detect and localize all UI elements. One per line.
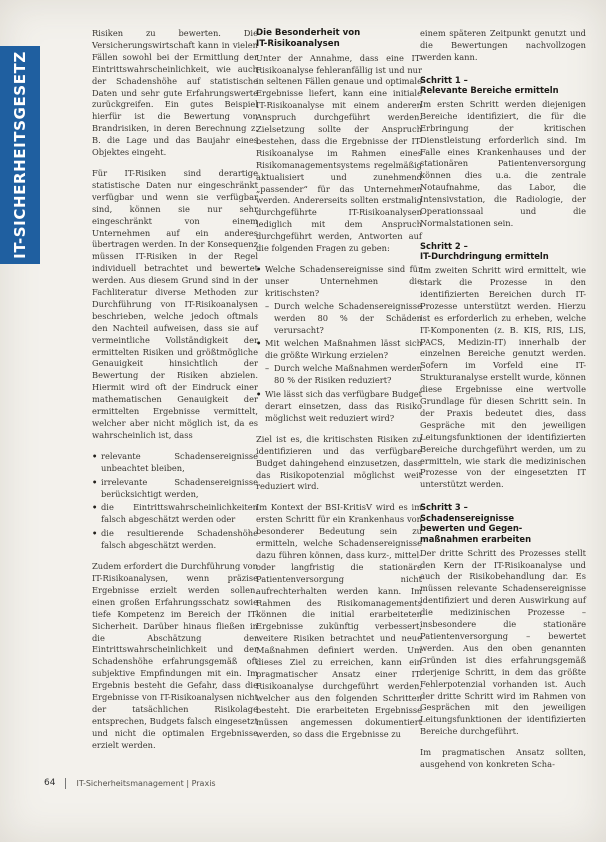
- question-text: Mit welchen Maßnahmen lässt sich die größte Wirkung erzielen?: [265, 338, 422, 361]
- col2-paragraph-1: Unter der Annahme, dass eine IT-Risikoanalyse fehleranfällig ist und nur in seltenen Fällen genaue und optimale Ergebnisse liefert, kann eine initiale IT-Risikoanalyse mit einem anderen Anspruch durchgeführt werden. Zielsetzung sollte der Anspruch bestehen, dass die Ergebnisse der IT-Risikoanalyse im Rahmen eines Risikomanagementsystems regelmäßig aktualisiert und zunehmend „passender“ für das Unternehmen werden. Andererseits sollten erstmalig durchgeführte IT-Risikoanalysen lediglich mit dem Anspruch durchgeführt werden, Antworten auf die folgenden Fragen zu geben:: [256, 52, 422, 254]
- step-3-title: Schritt 3 –: [420, 502, 468, 513]
- col1-bullet-item: • die resultierende Schadenshöhe falsch abgeschätzt werden.: [101, 528, 258, 552]
- text-column-2: [256, 28, 422, 749]
- col1-bullet-item: • irrelevante Schadensereignisse berücksichtigt werden,: [101, 477, 258, 501]
- text-column-3: [420, 28, 586, 780]
- step-1-heading: [420, 75, 586, 96]
- page-footer: [44, 776, 544, 790]
- section-side-tab: [0, 46, 40, 264]
- question-text: Welche Schadensereignisse sind für unser Unternehmen die kritischsten?: [265, 264, 422, 298]
- col1-bullet-list: [92, 451, 258, 552]
- step-1-subtitle: Relevante Bereiche ermitteln: [420, 85, 559, 96]
- page-number: 64: [44, 778, 56, 788]
- section-heading-line-2: IT-Risikoanalysen: [256, 38, 340, 49]
- step-3-subtitle-line-1: Schadensereignisse: [420, 512, 515, 523]
- question-list: [256, 264, 422, 425]
- col2-paragraph-3: Im Kontext der BSI-KritisV wird es im ersten Schritt für ein Krankenhaus von besonderer Bedeutung sein zu ermitteln, welche Schadensereignisse dazu führen können, dass kurz-, mittel- oder langfristig die stationäre Patientenversorgung nicht aufrechterhalten werden kann. Im Rahmen des Risikomanagements können die initial erarbeiteten Ergebnisse zukünftig verbessert, weitere Risiken betrachtet und neue Maßnahmen definiert werden. Um dieses Ziel zu erreichen, kann ein pragmatischer Ansatz einer IT-Risikoanalyse durchgeführt werden, welcher aus den folgenden Schritten besteht. Die erarbeiteten Ergebnisse müssen angemessen dokumentiert werden, so dass die Ergebnisse zu: [256, 502, 422, 739]
- publication-name: IT-Sicherheitsmanagement | Praxis: [76, 778, 216, 788]
- step-2-title: Schritt 2 –: [420, 240, 468, 251]
- sub-question-text: – Durch welche Schadensereignisse werden 80 % der Schäden verursacht?: [274, 301, 422, 337]
- step-1-title: Schritt 1 –: [420, 74, 468, 85]
- col1-paragraph-3: Zudem erfordert die Durchführung von IT-Risikoanalysen, wenn präzise Ergebnisse erzielt werden sollen, einen großen Erfahrungsschatz sowie tiefe Kompetenz im Bereich der IT-Sicherheit. Darüber hinaus fließen in die Abschätzung der Eintrittswahrscheinlichkeit und der Schadenshöhe erfahrungsgemäß oft subjektive Empfindungen mit ein. Im Ergebnis besteht die Gefahr, dass die Ergebnisse von IT-Risikoanalysen nicht der tatsächlichen Risikolage entsprechen, Budgets falsch eingesetzt und nicht die optimalen Ergebnisse erzielt werden.: [92, 561, 258, 750]
- footer-divider: [65, 778, 66, 789]
- sub-question-text: – Durch welche Maßnahmen werden 80 % der Risiken reduziert?: [274, 363, 422, 387]
- section-heading-line-1: Die Besonderheit von: [256, 28, 361, 38]
- question-text: Wie lässt sich das verfügbare Budget derart einsetzen, dass das Risiko möglichst weit reduziert wird?: [265, 389, 422, 423]
- step-2-heading: [420, 241, 586, 262]
- section-side-tab-label: IT-SICHERHEITSGESETZ: [11, 51, 29, 259]
- step-3-text: Der dritte Schritt des Prozesses stellt den Kern der IT-Risikoanalyse und auch der Risikobehandlung dar. Es müssen relevante Schadensereignisse identifiziert und deren Auswirkung auf die medizinischen Prozesse – insbesondere die stationäre Patientenversorgung – bewertet werden. Aus den oben genannten Gründen ist dies erfahrungsgemäß derjenige Schritt, in dem das größte Fehlerpotenzial vorhanden ist. Auch der dritte Schritt wird im Rahmen von Gesprächen mit den jeweiligen Leitungsfunktionen der identifizierten Bereiche durchgeführt.: [420, 547, 586, 737]
- col3-paragraph-0: einem späteren Zeitpunkt genutzt und die Bewertungen nachvollzogen werden kann.: [420, 28, 586, 62]
- step-2-subtitle: IT-Durchdringung ermitteln: [420, 251, 549, 262]
- question-item: [265, 338, 422, 387]
- step-3-subtitle-line-2: bewerten und Gegen-: [420, 523, 523, 534]
- sub-question-list: [265, 363, 422, 387]
- step-3-subtitle-line-3: maßnahmen erarbeiten: [420, 534, 532, 545]
- text-column-1: [92, 28, 258, 761]
- col1-paragraph-1: Risiken zu bewerten. Die Versicherungswirtschaft kann in vielen Fällen sowohl bei der Ermittlung der Eintrittswahrscheinlichkeit, wie auch der Schadenshöhe auf statistische Daten und sehr gute Erfahrungswerte zurückgreifen. Ein gutes Beispiel hierfür ist die Bewertung von Brandrisiken, in deren Berechnung z. B. die Lage und das Baujahr eines Objektes eingeht.: [92, 28, 258, 158]
- col1-bullet-item: • relevante Schadensereignisse unbeachtet bleiben,: [101, 451, 258, 475]
- col1-bullet-item: • die Eintrittswahrscheinlichkeiten falsch abgeschätzt werden oder: [101, 502, 258, 526]
- step-2-text: Im zweiten Schritt wird ermittelt, wie stark die Prozesse in den identifizierten Bereichen durch IT-Prozesse unterstützt werden. Hierzu ist es erforderlich zu erheben, welche IT-Komponenten (z. B. KIS, RIS, LIS, PACS, Medizin-IT) innerhalb der einzelnen Bereiche genutzt werden. Sofern im Vorfeld eine IT-Strukturanalyse erstellt wurde, können diese Ergebnisse eine wertvolle Grundlage für diesen Schritt sein. In der Praxis bedeutet dies, dass Gespräche mit den jeweiligen Leitungsfunktionen der identifizierten Bereiche durchgeführt werden, um zu ermitteln, wie stark die medizinischen Prozesse von der eingesetzten IT unterstützt werden.: [420, 265, 586, 490]
- step-1-text: Im ersten Schritt werden diejenigen Bereiche identifiziert, die für die Erbringung der kritischen Dienstleistung erforderlich sind. Im Falle eines Krankenhauses und der stationären Patientenversorgung können dies u.a. die zentrale Notaufnahme, das Labor, die Intensivstation, die Radiologie, der Operationssaal und die Normalstationen sein.: [420, 98, 586, 228]
- section-heading: [256, 28, 422, 50]
- sub-question-list: [265, 301, 422, 337]
- col1-paragraph-2: Für IT-Risiken sind derartige statistische Daten nur eingeschränkt verfügbar und wenn sie verfügbar sind, können sie nur sehr eingeschränkt von einem Unternehmen auf ein anderes übertragen werden. In der Konsequenz müssen IT-Risiken in der Regel individuell betrachtet und bewertet werden. Aus diesem Grund sind in der Fachliteratur diverse Methoden zur Durchführung von IT-Risikoanalysen beschrieben, welche jedoch oftmals den Nachteil aufweisen, dass sie auf vermeintliche Vollständigkeit der ermittelten Risiken und größtmögliche Genauigkeit hinsichtlich der Bewertung der Risiken abzielen. Hiermit wird oft der Eindruck einer mathematischen Genauigkeit der ermittelten Ergebnisse vermittelt, welcher aber nicht möglich ist, da es wahrscheinlich ist, dass: [92, 167, 258, 440]
- question-item: [265, 264, 422, 336]
- col2-paragraph-2: Ziel ist es, die kritischsten Risiken zu identifizieren und das verfügbare Budget dahingehend einzusetzen, dass das Risikopotenzial möglichst weit reduziert wird.: [256, 433, 422, 492]
- step-3-heading: [420, 502, 586, 544]
- col3-paragraph-last: Im pragmatischen Ansatz sollten, ausgehend von konkreten Scha-: [420, 747, 586, 770]
- question-item: [265, 389, 422, 425]
